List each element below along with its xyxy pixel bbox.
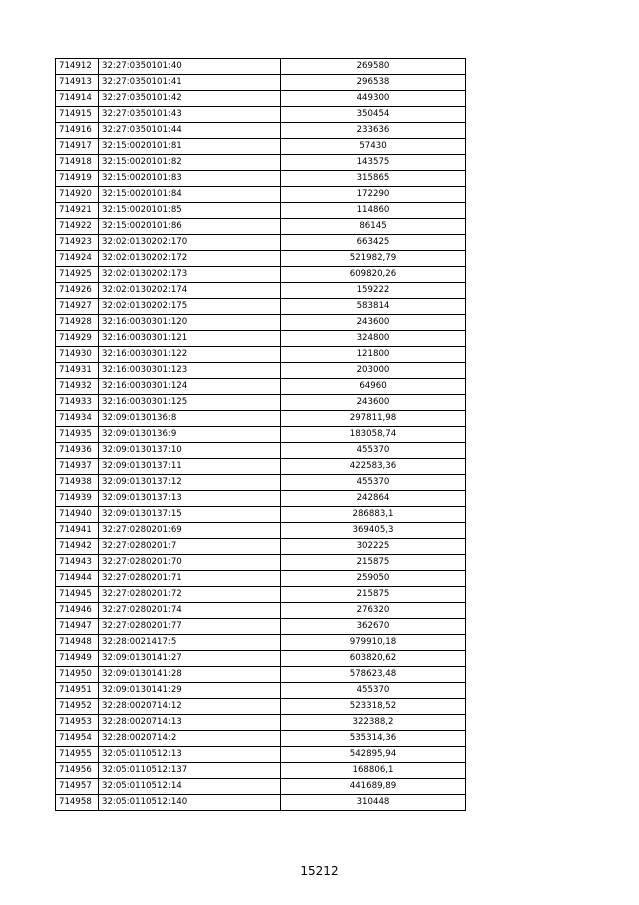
cadastral-number-cell: 32:27:0280201:72 (99, 587, 281, 603)
table-row (56, 795, 466, 811)
cadastral-number-cell: 32:09:0130137:15 (99, 507, 281, 523)
table-row (56, 347, 466, 363)
table-row (56, 699, 466, 715)
value-cell: 455370 (281, 475, 466, 491)
value-cell: 215875 (281, 587, 466, 603)
row-number-cell: 714957 (56, 779, 99, 795)
cadastral-number-cell: 32:09:0130136:9 (99, 427, 281, 443)
value-cell: 324800 (281, 331, 466, 347)
value-cell: 310448 (281, 795, 466, 811)
cadastral-number-cell: 32:09:0130141:28 (99, 667, 281, 683)
value-cell: 302225 (281, 539, 466, 555)
row-number-cell: 714946 (56, 603, 99, 619)
row-number-cell: 714940 (56, 507, 99, 523)
row-number-cell: 714951 (56, 683, 99, 699)
value-cell: 521982,79 (281, 251, 466, 267)
row-number-cell: 714944 (56, 571, 99, 587)
table-row (56, 763, 466, 779)
table-row (56, 635, 466, 651)
value-cell: 259050 (281, 571, 466, 587)
value-cell: 243600 (281, 315, 466, 331)
value-cell: 296538 (281, 75, 466, 91)
value-cell: 215875 (281, 555, 466, 571)
table-row (56, 299, 466, 315)
cadastral-number-cell: 32:27:0280201:77 (99, 619, 281, 635)
cadastral-number-cell: 32:15:0020101:85 (99, 203, 281, 219)
row-number-cell: 714932 (56, 379, 99, 395)
cadastral-number-cell: 32:09:0130141:27 (99, 651, 281, 667)
table-row (56, 603, 466, 619)
cadastral-number-cell: 32:15:0020101:82 (99, 155, 281, 171)
row-number-cell: 714914 (56, 91, 99, 107)
table-row (56, 75, 466, 91)
cadastral-number-cell: 32:09:0130136:8 (99, 411, 281, 427)
table-row (56, 363, 466, 379)
cadastral-number-cell: 32:05:0110512:14 (99, 779, 281, 795)
row-number-cell: 714947 (56, 619, 99, 635)
table-row (56, 731, 466, 747)
row-number-cell: 714939 (56, 491, 99, 507)
cadastral-number-cell: 32:09:0130137:12 (99, 475, 281, 491)
value-cell: 369405,3 (281, 523, 466, 539)
cadastral-number-cell: 32:09:0130137:13 (99, 491, 281, 507)
cadastral-number-cell: 32:28:0020714:13 (99, 715, 281, 731)
value-cell: 979910,18 (281, 635, 466, 651)
row-number-cell: 714956 (56, 763, 99, 779)
cadastral-number-cell: 32:27:0280201:71 (99, 571, 281, 587)
cadastral-number-cell: 32:02:0130202:175 (99, 299, 281, 315)
cadastral-number-cell: 32:02:0130202:172 (99, 251, 281, 267)
value-cell: 603820,62 (281, 651, 466, 667)
table-row (56, 91, 466, 107)
value-cell: 422583,36 (281, 459, 466, 475)
value-cell: 57430 (281, 139, 466, 155)
row-number-cell: 714953 (56, 715, 99, 731)
row-number-cell: 714924 (56, 251, 99, 267)
table-row (56, 491, 466, 507)
cadastral-number-cell: 32:09:0130141:29 (99, 683, 281, 699)
row-number-cell: 714943 (56, 555, 99, 571)
value-cell: 535314,36 (281, 731, 466, 747)
value-cell: 449300 (281, 91, 466, 107)
cadastral-number-cell: 32:28:0020714:2 (99, 731, 281, 747)
value-cell: 143575 (281, 155, 466, 171)
table-body (56, 59, 466, 811)
table-row (56, 587, 466, 603)
row-number-cell: 714916 (56, 123, 99, 139)
value-cell: 322388,2 (281, 715, 466, 731)
row-number-cell: 714928 (56, 315, 99, 331)
cadastral-number-cell: 32:16:0030301:121 (99, 331, 281, 347)
row-number-cell: 714936 (56, 443, 99, 459)
value-cell: 441689,89 (281, 779, 466, 795)
table-row (56, 219, 466, 235)
value-cell: 350454 (281, 107, 466, 123)
row-number-cell: 714958 (56, 795, 99, 811)
value-cell: 455370 (281, 443, 466, 459)
table-row (56, 411, 466, 427)
value-cell: 542895,94 (281, 747, 466, 763)
table-row (56, 331, 466, 347)
table-row (56, 139, 466, 155)
value-cell: 663425 (281, 235, 466, 251)
cadastral-number-cell: 32:09:0130137:11 (99, 459, 281, 475)
value-cell: 242864 (281, 491, 466, 507)
cadastral-number-cell: 32:15:0020101:81 (99, 139, 281, 155)
value-cell: 233636 (281, 123, 466, 139)
table-row (56, 555, 466, 571)
table-row (56, 747, 466, 763)
table-row (56, 427, 466, 443)
row-number-cell: 714929 (56, 331, 99, 347)
table-row (56, 203, 466, 219)
table-row (56, 283, 466, 299)
row-number-cell: 714922 (56, 219, 99, 235)
table-row (56, 523, 466, 539)
row-number-cell: 714949 (56, 651, 99, 667)
table-row (56, 155, 466, 171)
row-number-cell: 714927 (56, 299, 99, 315)
row-number-cell: 714917 (56, 139, 99, 155)
value-cell: 578623,48 (281, 667, 466, 683)
cadastral-number-cell: 32:27:0280201:70 (99, 555, 281, 571)
row-number-cell: 714926 (56, 283, 99, 299)
row-number-cell: 714952 (56, 699, 99, 715)
row-number-cell: 714941 (56, 523, 99, 539)
row-number-cell: 714950 (56, 667, 99, 683)
cadastral-number-cell: 32:02:0130202:174 (99, 283, 281, 299)
cadastral-number-cell: 32:27:0350101:44 (99, 123, 281, 139)
table-row (56, 667, 466, 683)
row-number-cell: 714948 (56, 635, 99, 651)
value-cell: 64960 (281, 379, 466, 395)
cadastral-number-cell: 32:16:0030301:124 (99, 379, 281, 395)
cadastral-number-cell: 32:05:0110512:137 (99, 763, 281, 779)
value-cell: 269580 (281, 59, 466, 75)
row-number-cell: 714954 (56, 731, 99, 747)
table-row (56, 187, 466, 203)
table-row (56, 507, 466, 523)
cadastral-value-table (55, 58, 466, 811)
value-cell: 121800 (281, 347, 466, 363)
value-cell: 297811,98 (281, 411, 466, 427)
row-number-cell: 714931 (56, 363, 99, 379)
value-cell: 183058,74 (281, 427, 466, 443)
cadastral-number-cell: 32:27:0280201:74 (99, 603, 281, 619)
row-number-cell: 714937 (56, 459, 99, 475)
row-number-cell: 714930 (56, 347, 99, 363)
row-number-cell: 714915 (56, 107, 99, 123)
cadastral-number-cell: 32:15:0020101:83 (99, 171, 281, 187)
value-cell: 362670 (281, 619, 466, 635)
table-row (56, 59, 466, 75)
value-cell: 86145 (281, 219, 466, 235)
table-row (56, 651, 466, 667)
row-number-cell: 714913 (56, 75, 99, 91)
value-cell: 114860 (281, 203, 466, 219)
row-number-cell: 714935 (56, 427, 99, 443)
value-cell: 315865 (281, 171, 466, 187)
cadastral-number-cell: 32:27:0350101:43 (99, 107, 281, 123)
cadastral-number-cell: 32:27:0350101:40 (99, 59, 281, 75)
table-row (56, 779, 466, 795)
cadastral-number-cell: 32:16:0030301:123 (99, 363, 281, 379)
table-row (56, 123, 466, 139)
table-row (56, 171, 466, 187)
row-number-cell: 714934 (56, 411, 99, 427)
cadastral-number-cell: 32:15:0020101:84 (99, 187, 281, 203)
value-cell: 609820,26 (281, 267, 466, 283)
cadastral-number-cell: 32:09:0130137:10 (99, 443, 281, 459)
row-number-cell: 714912 (56, 59, 99, 75)
row-number-cell: 714945 (56, 587, 99, 603)
value-cell: 523318,52 (281, 699, 466, 715)
table-row (56, 683, 466, 699)
cadastral-number-cell: 32:05:0110512:140 (99, 795, 281, 811)
cadastral-number-cell: 32:16:0030301:122 (99, 347, 281, 363)
row-number-cell: 714921 (56, 203, 99, 219)
cadastral-number-cell: 32:16:0030301:125 (99, 395, 281, 411)
row-number-cell: 714919 (56, 171, 99, 187)
cadastral-number-cell: 32:27:0280201:69 (99, 523, 281, 539)
cadastral-number-cell: 32:27:0280201:7 (99, 539, 281, 555)
cadastral-number-cell: 32:27:0350101:41 (99, 75, 281, 91)
row-number-cell: 714920 (56, 187, 99, 203)
table-row (56, 315, 466, 331)
table-row (56, 715, 466, 731)
cadastral-number-cell: 32:15:0020101:86 (99, 219, 281, 235)
table-row (56, 459, 466, 475)
row-number-cell: 714933 (56, 395, 99, 411)
table-row (56, 619, 466, 635)
table-row (56, 267, 466, 283)
row-number-cell: 714942 (56, 539, 99, 555)
cadastral-number-cell: 32:28:0021417:5 (99, 635, 281, 651)
table-row (56, 539, 466, 555)
table-row (56, 571, 466, 587)
cadastral-number-cell: 32:16:0030301:120 (99, 315, 281, 331)
page-number: 15212 (300, 864, 339, 878)
value-cell: 583814 (281, 299, 466, 315)
cadastral-number-cell: 32:28:0020714:12 (99, 699, 281, 715)
row-number-cell: 714938 (56, 475, 99, 491)
value-cell: 286883,1 (281, 507, 466, 523)
value-cell: 203000 (281, 363, 466, 379)
table-row (56, 443, 466, 459)
value-cell: 455370 (281, 683, 466, 699)
table-row (56, 475, 466, 491)
row-number-cell: 714918 (56, 155, 99, 171)
table-row (56, 379, 466, 395)
value-cell: 243600 (281, 395, 466, 411)
table-row (56, 235, 466, 251)
table-row (56, 251, 466, 267)
value-cell: 159222 (281, 283, 466, 299)
cadastral-number-cell: 32:02:0130202:173 (99, 267, 281, 283)
row-number-cell: 714925 (56, 267, 99, 283)
value-cell: 172290 (281, 187, 466, 203)
cadastral-number-cell: 32:27:0350101:42 (99, 91, 281, 107)
row-number-cell: 714923 (56, 235, 99, 251)
cadastral-number-cell: 32:05:0110512:13 (99, 747, 281, 763)
cadastral-number-cell: 32:02:0130202:170 (99, 235, 281, 251)
table-row (56, 395, 466, 411)
row-number-cell: 714955 (56, 747, 99, 763)
value-cell: 168806,1 (281, 763, 466, 779)
table-row (56, 107, 466, 123)
value-cell: 276320 (281, 603, 466, 619)
